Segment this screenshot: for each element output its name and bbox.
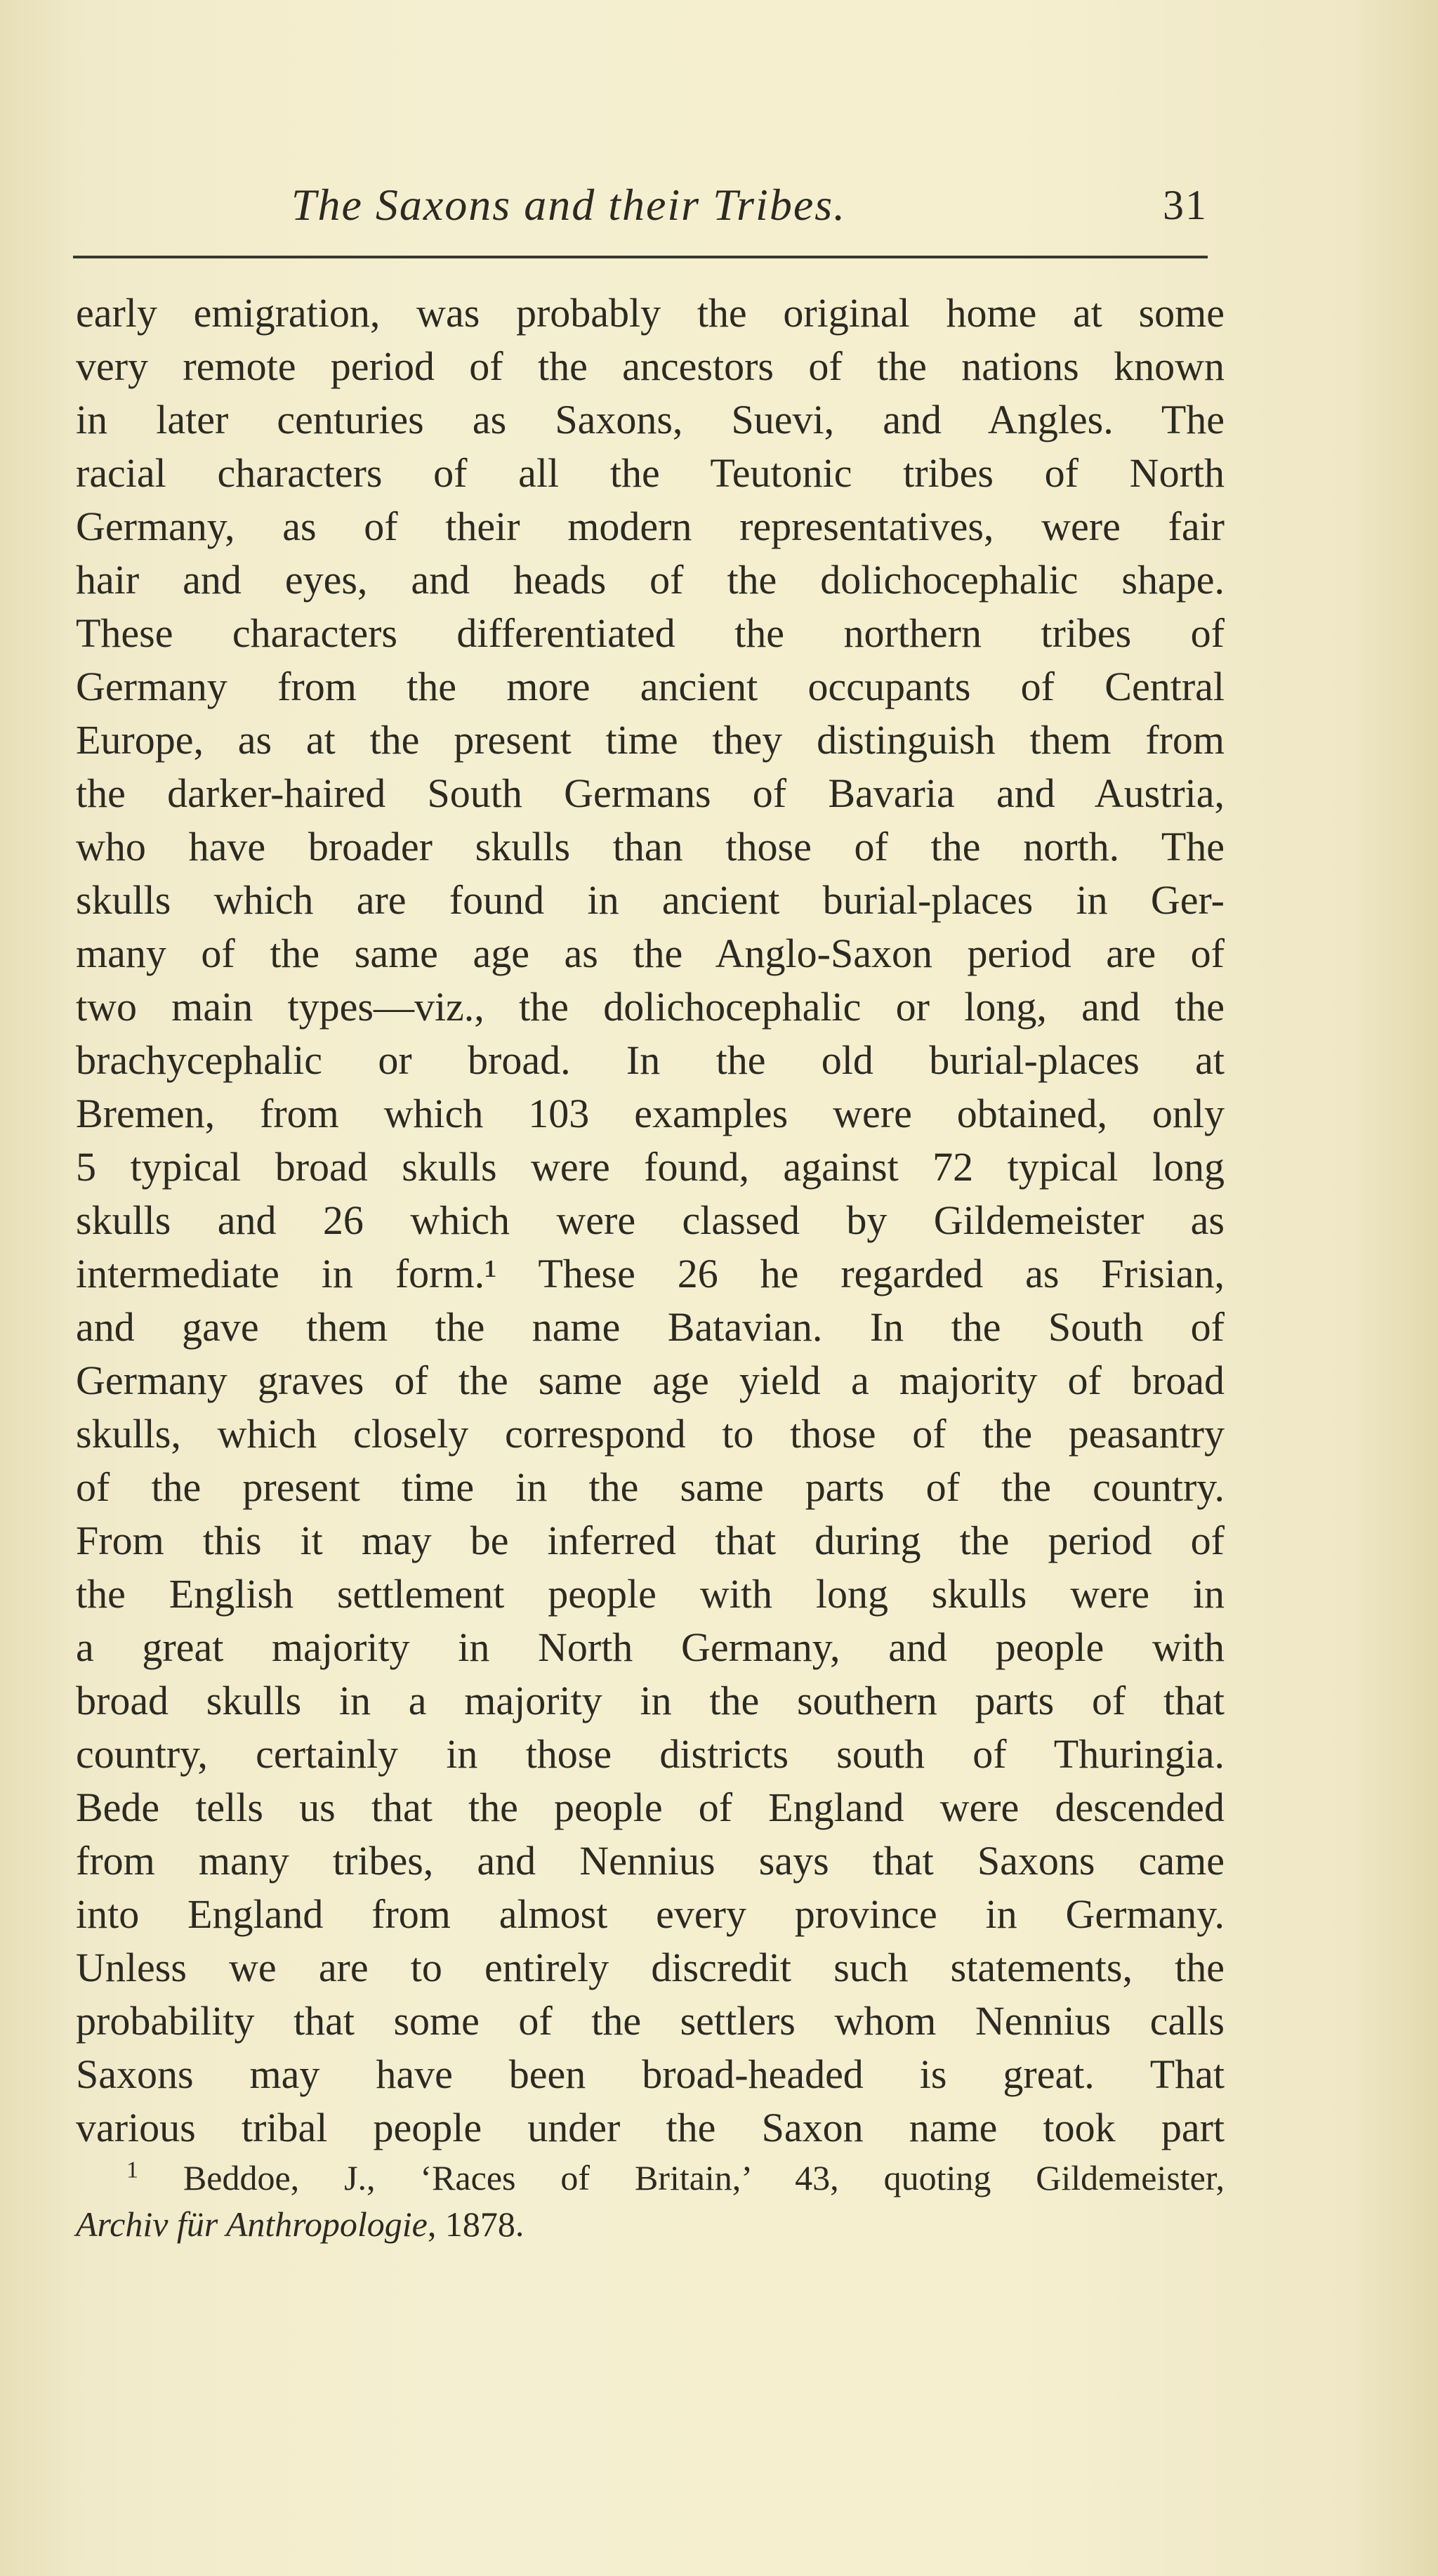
text-line: skulls and 26 which were classed by Gildemeister as bbox=[76, 1197, 1225, 1243]
text-line: Saxons may have been broad-headed is great. That bbox=[76, 2051, 1225, 2097]
footnote-year: , 1878. bbox=[427, 2204, 525, 2244]
body-text bbox=[76, 287, 1225, 2155]
footnote-line bbox=[76, 2155, 1225, 2201]
text-line: Unless we are to entirely discredit such statements, the bbox=[76, 1945, 1225, 1990]
footnote-text: Beddoe, J., ‘Races of Britain,’ 43, quoting Gildemeister, bbox=[183, 2158, 1225, 2197]
text-line: Germany from the more ancient occupants of Central bbox=[76, 664, 1225, 709]
text-line: broad skulls in a majority in the southern parts of that bbox=[76, 1678, 1225, 1723]
footnote-line bbox=[76, 2201, 1225, 2247]
text-line: These characters differentiated the northern tribes of bbox=[76, 610, 1225, 656]
running-head bbox=[70, 177, 1208, 233]
text-line: from many tribes, and Nennius says that Saxons came bbox=[76, 1838, 1225, 1884]
text-line: the English settlement people with long skulls were in bbox=[76, 1571, 1225, 1617]
text-line: many of the same age as the Anglo-Saxon period are of bbox=[76, 931, 1225, 976]
text-line: From this it may be inferred that during the period of bbox=[76, 1518, 1225, 1563]
text-line: two main types—viz., the dolichocephalic or long, and the bbox=[76, 984, 1225, 1030]
text-line: in later centuries as Saxons, Suevi, and Angles. The bbox=[76, 397, 1225, 442]
text-line: Bremen, from which 103 examples were obtained, only bbox=[76, 1091, 1225, 1136]
text-line: the darker-haired South Germans of Bavaria and Austria, bbox=[76, 770, 1225, 816]
running-title: The Saxons and their Tribes. bbox=[291, 180, 847, 230]
header-rule bbox=[73, 256, 1208, 258]
text-line: racial characters of all the Teutonic tribes of North bbox=[76, 450, 1225, 496]
text-line: skulls, which closely correspond to those of the peasantry bbox=[76, 1411, 1225, 1457]
text-line: skulls which are found in ancient burial-places in Ger- bbox=[76, 877, 1225, 923]
text-line: hair and eyes, and heads of the dolichocephalic shape. bbox=[76, 557, 1225, 603]
text-line: who have broader skulls than those of the north. The bbox=[76, 824, 1225, 869]
text-line: into England from almost every province in Germany. bbox=[76, 1891, 1225, 1937]
text-line: of the present time in the same parts of the country. bbox=[76, 1464, 1225, 1510]
text-line: probability that some of the settlers whom Nennius calls bbox=[76, 1998, 1225, 2044]
text-line: a great majority in North Germany, and people with bbox=[76, 1624, 1225, 1670]
text-line: 5 typical broad skulls were found, against 72 typical long bbox=[76, 1144, 1225, 1190]
footnote-journal: Archiv für Anthropologie bbox=[76, 2204, 428, 2244]
page-number: 31 bbox=[1163, 182, 1208, 228]
text-line: early emigration, was probably the original home at some bbox=[76, 290, 1225, 336]
text-line: country, certainly in those districts south of Thuringia. bbox=[76, 1731, 1225, 1777]
text-line: Germany graves of the same age yield a majority of broad bbox=[76, 1358, 1225, 1403]
text-line: Bede tells us that the people of England were descended bbox=[76, 1785, 1225, 1830]
footnote bbox=[76, 2155, 1225, 2247]
text-line: Germany, as of their modern representatives, were fair bbox=[76, 504, 1225, 549]
footnote-marker: 1 bbox=[126, 2157, 138, 2183]
text-line: and gave them the name Batavian. In the South of bbox=[76, 1304, 1225, 1350]
text-line: brachycephalic or broad. In the old burial-places at bbox=[76, 1037, 1225, 1083]
text-line: Europe, as at the present time they distinguish them from bbox=[76, 717, 1225, 763]
text-line: intermediate in form.¹ These 26 he regarded as Frisian, bbox=[76, 1251, 1225, 1296]
text-line: very remote period of the ancestors of the nations known bbox=[76, 343, 1225, 389]
text-line: various tribal people under the Saxon name took part bbox=[76, 2105, 1225, 2150]
